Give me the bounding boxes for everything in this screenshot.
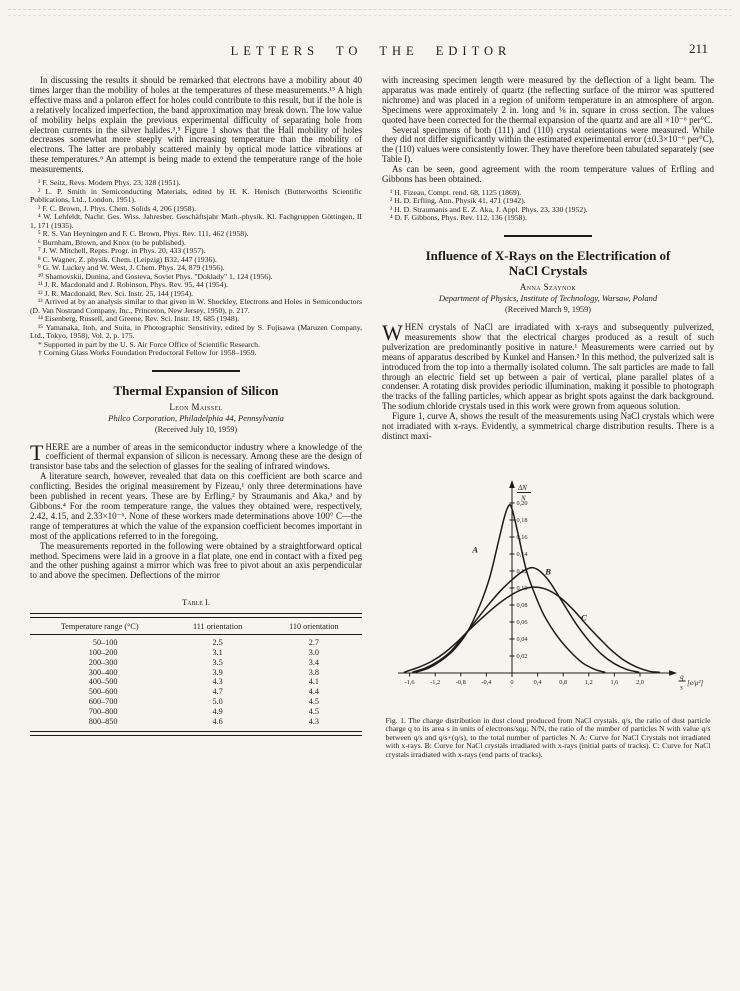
svg-text:0,10: 0,10 (516, 585, 528, 593)
drop-cap: W (382, 319, 403, 345)
page-header (30, 42, 712, 60)
reference-item: ² L. P. Smith in Semiconducting Materials, edited by H. K. Henisch (Butterworths Scientific Publications, Ltd., London, 1951). (30, 186, 362, 205)
article-paragraph: Figure 1, curve A, shows the result of the measurements using NaCl crystals which were not irradiated with x-rays. Evidently, a symmetrical charge distribution results. There is a distinct maxi- (382, 411, 714, 441)
paragraph-text: HEN crystals of NaCl are irradiated with x-rays and subsequently pulverized, measurements show that the electrical charges produced as a result of such pulverization are predominantly positive in nature.¹ Measurements were carried out by means of apparatus described by Kunkel and Hansen.² In this method, the pulverized salt is introduced from the top into a thermally isolated column. The salt particles are made to fall through an electric field set up between a pair of vertical, plane parallel plates of a condenser. A rotating disk provides periodic illumination, making it possible to photograph the tracks of the falling particles, which appear as bright spots against the dark background. The sodium chloride crystals used in this work were grown from aqueous solution. (382, 321, 714, 412)
reference-item: ¹⁵ Yamanaka, Itoh, and Suita, in Photographic Sensitivity, edited by S. Fujisawa (Maruzen Company, Ltd., Tokyo, 1958), Vol. 2, p. 175. (30, 322, 362, 341)
svg-text:C: C (580, 612, 587, 623)
reference-item: ¹³ Arrived at by an analysis similar to that given in W. Shockley, Electrons and Holes in Semiconductors (D. Van Nostrand Company, Inc., Princeton, New Jersey, 1950), p. 217. (30, 297, 362, 315)
cell-temperature-range: 400–500 (88, 677, 118, 687)
cell-110-orientation: 4.4 (308, 687, 319, 697)
cell-111-orientation: 4.3 (212, 677, 223, 687)
reference-item: ⁵ R. S. Van Heyningen and F. C. Brown, Phys. Rev. 111, 462 (1958). (38, 229, 249, 239)
table-row (30, 706, 362, 716)
reference-item: ⁹ G. W. Luckey and W. West, J. Chem. Phys. 24, 879 (1956). (38, 263, 225, 273)
column-header: 110 orientation (266, 618, 362, 635)
table-row (30, 687, 362, 697)
table-header-row (30, 618, 362, 635)
article-paragraph: As can be seen, good agreement with the room temperature values of Erfling and Gibbons has been obtained. (382, 164, 714, 185)
svg-text:0,14: 0,14 (516, 551, 528, 559)
right-column (382, 76, 714, 991)
svg-text:0,8: 0,8 (558, 678, 567, 686)
column-header: Temperature range (°C) (30, 618, 169, 635)
svg-text:-1,6: -1,6 (404, 678, 415, 686)
article-title: Influence of X-Rays on the Electrification of NaCl Crystals (425, 247, 671, 278)
svg-text:1,2: 1,2 (584, 678, 593, 686)
author-affiliation: Philco Corporation, Philadelphia 44, Pennsylvania (108, 412, 284, 423)
cell-111-orientation: 2.5 (212, 638, 223, 648)
page-number: 211 (688, 41, 708, 56)
author-name: Anna Szaynok (519, 281, 577, 292)
cell-111-orientation: 3.1 (212, 648, 223, 658)
svg-text:0,06: 0,06 (516, 619, 528, 627)
article-paragraph (382, 319, 714, 412)
table-title: Table I. (181, 597, 211, 608)
svg-text:-0,8: -0,8 (455, 678, 466, 686)
svg-text:1,6: 1,6 (609, 678, 618, 686)
svg-text:s: s (679, 683, 683, 692)
author-affiliation: Department of Physics, Institute of Technology, Warsaw, Poland (438, 292, 658, 303)
cell-110-orientation: 4.5 (308, 706, 319, 716)
reference-item: ¹ H. Fizeau, Compt. rend. 68, 1125 (1869). (390, 187, 522, 197)
svg-text:0,20: 0,20 (516, 500, 528, 508)
table-row (30, 657, 362, 667)
paragraph-text: HERE are a number of areas in the semiconductor industry where a knowledge of the coefficient of thermal expansion of silicon is necessary. Among these are the design of transistor base tabs and the selection of glasses for the sealing of infrared windows. (30, 441, 362, 472)
column-header: 111 orientation (169, 618, 265, 635)
svg-text:0,12: 0,12 (516, 568, 528, 576)
reference-item: ² H. D. Erfling, Ann. Physik 41, 471 (1942). (390, 196, 526, 206)
reference-item: * Supported in part by the U. S. Air Force Office of Scientific Research. (38, 339, 260, 349)
svg-text:0,16: 0,16 (516, 534, 528, 542)
scan-artifact (8, 9, 732, 16)
reference-item: ⁴ D. F. Gibbons, Phys. Rev. 112, 136 (1958). (390, 213, 527, 223)
cell-111-orientation: 4.7 (212, 687, 223, 697)
author-name: Leon Maissel (169, 401, 223, 412)
table-row (30, 635, 362, 648)
table-row (30, 716, 362, 730)
cell-temperature-range: 800–850 (88, 716, 118, 726)
svg-text:0,4: 0,4 (533, 678, 542, 686)
cell-111-orientation: 3.5 (212, 657, 223, 667)
table-row (30, 648, 362, 658)
cell-111-orientation: 4.9 (212, 706, 223, 716)
cell-temperature-range: 100–200 (88, 648, 118, 658)
cell-temperature-range: 600–700 (88, 696, 118, 706)
two-column-body (30, 76, 714, 991)
svg-text:A: A (471, 544, 478, 555)
cell-temperature-range: 50–100 (92, 638, 118, 648)
svg-text:-0,4: -0,4 (480, 678, 491, 686)
received-date: (Received March 9, 1959) (505, 304, 591, 314)
received-date: (Received July 10, 1959) (154, 424, 238, 434)
cell-110-orientation: 2.7 (308, 638, 319, 648)
letter-continuation-paragraph: In discussing the results it should be remarked that electrons have a mobility about 40 times larger than the mobility of holes at the temperatures of these measurements.¹⁵ A high effective mass and a polaron effect for holes could contribute to this result, but if the hole is a relatively localized imperfection, the band approximation may break down. The low value of mobility helps explain the previous experimental difficulty of separating hole from electron currents in the silver halides.³,⁵ Figure 1 shows that the Hall mobility of holes decreases somewhat more steeply with increasing temperature than the mobility of electrons. The latter are probably scattered mainly by optical mode lattice vibrations at these temperatures.⁶ An attempt is being made to extend the temperature range of the hole measurements. (30, 76, 362, 175)
table-1 (30, 597, 362, 735)
cell-110-orientation: 3.0 (308, 648, 319, 658)
reference-item: ⁷ J. W. Mitchell, Repts. Progr. in Phys. 20, 433 (1957). (38, 246, 206, 256)
data-table (30, 618, 362, 730)
figure-1 (386, 458, 711, 760)
cell-110-orientation: 4.3 (308, 716, 319, 726)
table-row (30, 697, 362, 707)
cell-temperature-range: 300–400 (88, 667, 118, 677)
svg-text:0: 0 (509, 678, 514, 686)
reference-item: ¹⁴ Eisenberg, Russell, and Greene, Rev. Sci. Instr. 19, 685 (1948). (38, 314, 240, 324)
cell-110-orientation: 4.1 (308, 677, 319, 687)
reference-item: ¹ F. Seitz, Revs. Modern Phys. 23, 328 (1951). (38, 178, 181, 188)
article-title: Thermal Expansion of Silicon (113, 382, 279, 398)
article-paragraph: Several specimens of both (111) and (110) crystal orientations were measured. While they did not differ significantly within the estimated experimental error (±0.3×10⁻⁶ per°C), the (110) values were consistently lower. They have therefore been tabulated separately (see Table I). (382, 124, 714, 165)
drop-cap: T (30, 439, 44, 465)
svg-text:q: q (679, 672, 684, 681)
reference-list (382, 189, 714, 223)
cell-110-orientation: 3.4 (308, 657, 319, 667)
svg-text:0,02: 0,02 (516, 653, 528, 661)
cell-110-orientation: 4.5 (308, 696, 319, 706)
reference-item: ¹² J. R. Macdonald, Rev. Sci. Instr. 25, 144 (1954). (38, 288, 194, 298)
svg-text:ΔN: ΔN (517, 483, 527, 492)
svg-text:0,04: 0,04 (516, 636, 528, 644)
reference-item: ³ F. C. Brown, J. Phys. Chem. Solids 4, 206 (1958). (38, 203, 197, 213)
reference-item: ¹⁰ Shamovskii, Dunina, and Gosteva, Soviet Phys. "Doklady" 1, 124 (1956). (38, 271, 273, 281)
svg-text:-1,2: -1,2 (429, 678, 440, 686)
reference-item: ¹¹ J. R. Macdonald and J. Robinson, Phys. Rev. 95, 44 (1954). (38, 280, 229, 290)
cell-111-orientation: 3.9 (212, 667, 223, 677)
article-paragraph: The measurements reported in the following were obtained by a straightforward optical method. Specimens were laid in a groove in a flat plate, one end in contact with a fixed peg and the other pushing against a mirror which was free to pivot about an axis perpendicular to and above the specimen. Deflections of the mirror (30, 540, 362, 581)
figure-caption: Fig. 1. The charge distribution in dust cloud produced from NaCl crystals. q/s, the ratio of dust particle charge q to its area s in units of electrons/sqμ; N/N, the ratio of the number of particles N with value q/s between q/s and q/s+(q/s), to the total number of particles N. A: Curve for NaCl Crystals not irradiated with x-rays. B: Curve for NaCl crystals irradiated with x-rays (initial parts of tracks). C: Curve for NaCl crystals irradiated with x-rays (end parts of tracks). (385, 715, 711, 759)
svg-text:0,08: 0,08 (516, 602, 528, 610)
reference-item: † Corning Glass Works Foundation Predoctoral Fellow for 1958–1959. (38, 348, 257, 358)
svg-text:0,18: 0,18 (516, 517, 528, 525)
svg-text:[e/μ²]: [e/μ²] (686, 678, 703, 687)
cell-temperature-range: 500–600 (88, 687, 118, 697)
left-column (30, 76, 362, 991)
cell-110-orientation: 3.8 (308, 667, 319, 677)
article-paragraph (30, 439, 362, 473)
section-divider (504, 235, 592, 237)
reference-item: ⁴ W. Lehfeldt, Nachr. Ges. Wiss. Jahresber. Geschäftsjahr Math.-physik. Kl. Fachgruppen Göttingen, II 1, 171 (1935). (30, 212, 362, 230)
cell-111-orientation: 5.0 (212, 696, 223, 706)
table-row (30, 677, 362, 687)
cell-temperature-range: 200–300 (88, 657, 118, 667)
article-paragraph: with increasing specimen length were measured by the deflection of a light beam. The apparatus was made entirely of quartz (the reflecting surface of the mirror was sputtered nichrome) and was placed in a region of uniform temperature in an atmosphere of argon. Specimens were approximately 2 in. long and ⅛ in. square in cross section. The values quoted have been corrected for the thermal expansion of the quartz and are all ×10⁻⁶ per°C. (382, 76, 714, 125)
table-row (30, 667, 362, 677)
figure-1-chart (386, 458, 711, 710)
svg-text:B: B (544, 566, 551, 577)
reference-list (30, 179, 362, 358)
cell-temperature-range: 700–800 (88, 706, 118, 716)
running-head: LETTERS TO THE EDITOR (230, 44, 512, 58)
svg-text:2,0: 2,0 (635, 678, 644, 686)
reference-item: ³ H. D. Straumanis and E. Z. Aka, J. Appl. Phys. 23, 330 (1952). (390, 204, 588, 214)
cell-111-orientation: 4.6 (212, 716, 223, 726)
table-bottom-rule (30, 731, 362, 736)
article-paragraph: A literature search, however, revealed that data on this coefficient are both scarce and conflicting. Besides the original measurement by Fizeau,¹ only three determinations have been published in recent years. These are by Erfling,² by Straumanis and Aka,³ and by Gibbons.⁴ For the room temperature range, the values they obtained were, respectively, 2.42, 4.15, and 2.33×10⁻⁶. None of these workers made determinations above 100° C—the range of temperatures at which the value of the expansion coefficient becomes important in most of the applications referred to in the foregoing. (30, 471, 362, 541)
reference-item: ⁶ Burnham, Brown, and Knox (to be published). (38, 237, 186, 247)
svg-text:N: N (520, 494, 526, 503)
section-divider (152, 370, 240, 372)
reference-item: ⁸ C. Wagner, Z. physik. Chem. (Leipzig) B32, 447 (1936). (38, 254, 217, 264)
